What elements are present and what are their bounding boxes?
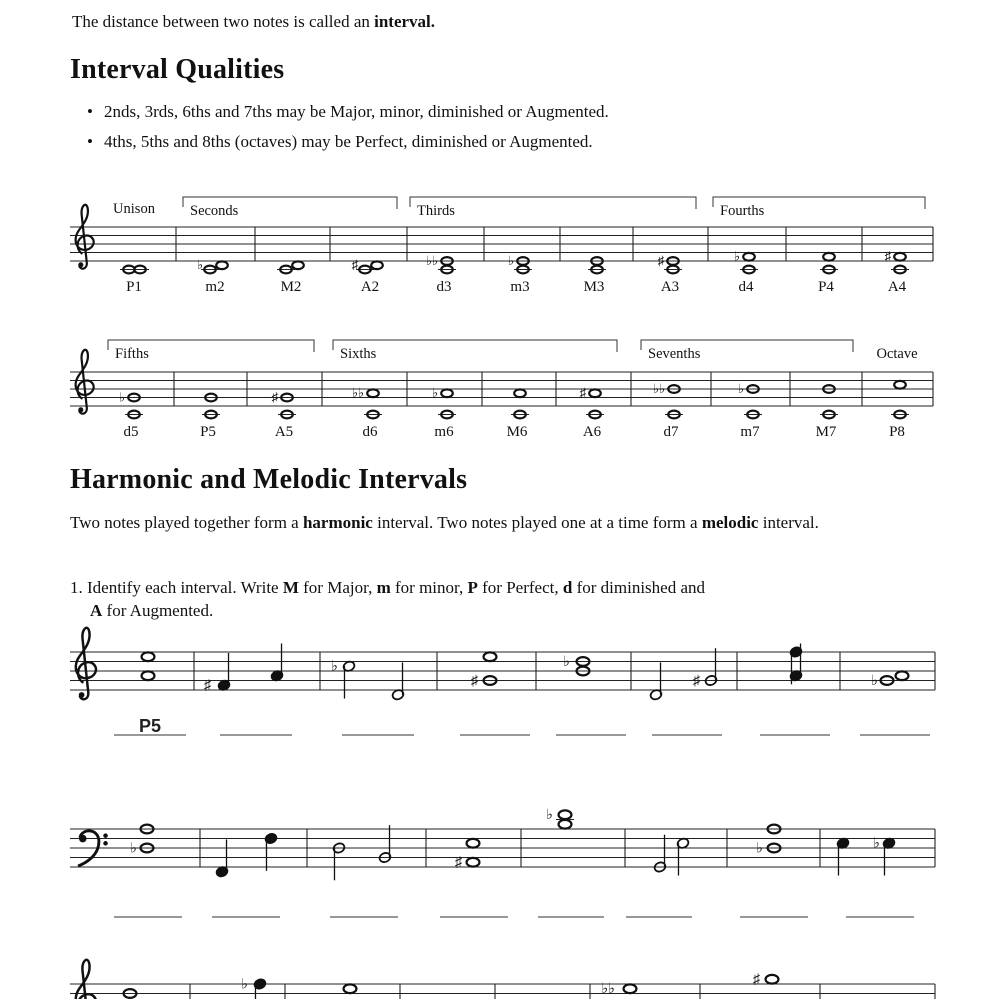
sharp-icon: ♯ bbox=[657, 253, 664, 268]
interval-label: d6 bbox=[362, 424, 378, 440]
treble-clef-dot bbox=[78, 407, 83, 412]
interval-label: P1 bbox=[126, 279, 142, 295]
para-bold-harmonic: harmonic bbox=[302, 513, 373, 532]
whole-note bbox=[467, 858, 480, 867]
interval-label: m2 bbox=[205, 279, 225, 295]
exercise-bold: d bbox=[562, 578, 573, 597]
exercise-treble-staff-partial bbox=[0, 962, 999, 999]
sharp-icon: ♯ bbox=[351, 258, 358, 273]
exercise-treble-staff bbox=[0, 630, 999, 750]
flat-icon: ♭ bbox=[546, 807, 553, 824]
flat-icon: ♭ bbox=[507, 253, 514, 268]
sharp-icon: ♯ bbox=[692, 672, 700, 689]
interval-label: M6 bbox=[506, 424, 528, 440]
exercise-text: Identify each interval. Write bbox=[82, 578, 283, 597]
interval-label: A4 bbox=[887, 279, 907, 295]
section-title-interval-qualities: Interval Qualities bbox=[70, 54, 285, 85]
exercise-instructions bbox=[70, 576, 930, 622]
bullet-item: • 4ths, 5ths and 8ths (octaves) may be Perfect, diminished or Augmented. bbox=[104, 130, 609, 160]
sharp-icon: ♯ bbox=[203, 677, 211, 694]
interval-label: A2 bbox=[360, 279, 380, 295]
exercise-text: for diminished and bbox=[572, 578, 705, 597]
whole-note bbox=[344, 984, 357, 993]
exercise-line-2 bbox=[70, 599, 930, 622]
interval-label: d4 bbox=[738, 279, 754, 295]
treble-clef-stroke bbox=[76, 350, 94, 414]
para-bold-melodic: melodic bbox=[701, 513, 759, 532]
harmonic-melodic-paragraph bbox=[70, 511, 922, 534]
sharp-icon: ♯ bbox=[470, 672, 478, 689]
treble-clef-icon bbox=[76, 205, 94, 269]
treble-clef-dot bbox=[79, 692, 85, 698]
whole-note bbox=[367, 389, 379, 397]
interval-label: m6 bbox=[434, 424, 454, 440]
whole-note bbox=[589, 389, 601, 397]
group-label: Fifths bbox=[115, 346, 149, 362]
intro-text-bold: interval. bbox=[374, 12, 436, 31]
flat-icon: ♭♭ bbox=[351, 386, 364, 401]
group-label: Sixths bbox=[340, 346, 377, 362]
flat-icon: ♭ bbox=[331, 658, 338, 675]
flat-icon: ♭ bbox=[130, 840, 137, 857]
exercise-text: for minor, bbox=[390, 578, 468, 597]
interval-label: P8 bbox=[889, 424, 905, 440]
whole-note bbox=[894, 381, 906, 389]
flat-icon: ♭ bbox=[733, 249, 740, 264]
interval-label: d3 bbox=[436, 279, 452, 295]
flat-icon: ♭ bbox=[118, 390, 125, 405]
exercise-line-1 bbox=[70, 576, 930, 599]
sharp-icon: ♯ bbox=[454, 854, 462, 871]
treble-clef-dot bbox=[78, 262, 83, 267]
interval-label: m3 bbox=[510, 279, 530, 295]
flat-icon: ♭ bbox=[873, 835, 880, 852]
interval-label: M3 bbox=[583, 279, 605, 295]
exercise-bold: m bbox=[376, 578, 391, 597]
whole-note bbox=[216, 261, 228, 269]
interval-label: A5 bbox=[274, 424, 294, 440]
section-title-harmonic-melodic: Harmonic and Melodic Intervals bbox=[70, 464, 468, 495]
group-label: Sevenths bbox=[648, 346, 701, 362]
exercise-bold: M bbox=[282, 578, 299, 597]
exercise-bold: A bbox=[90, 601, 103, 620]
whole-note bbox=[371, 261, 383, 269]
interval-qualities-staff-1 bbox=[0, 185, 999, 310]
whole-note bbox=[894, 253, 906, 261]
exercise-number: 1. bbox=[70, 578, 83, 597]
treble-clef-icon bbox=[76, 350, 94, 414]
whole-note bbox=[559, 820, 572, 829]
para-text: Two notes played together form a bbox=[70, 513, 303, 532]
interval-label: A3 bbox=[660, 279, 680, 295]
flat-icon: ♭ bbox=[756, 840, 763, 857]
whole-note bbox=[559, 810, 572, 819]
whole-note bbox=[142, 652, 155, 661]
group-label: Unison bbox=[113, 201, 155, 217]
group-label: Fourths bbox=[720, 203, 765, 219]
bass-clef-dot bbox=[79, 835, 87, 843]
flat-icon: ♭ bbox=[737, 381, 744, 396]
exercise-bold: P bbox=[467, 578, 478, 597]
group-label: Thirds bbox=[417, 203, 455, 219]
exercise-text: for Augmented. bbox=[102, 601, 214, 620]
interval-label: d5 bbox=[123, 424, 139, 440]
whole-note bbox=[624, 984, 637, 993]
flat-icon: ♭ bbox=[431, 386, 438, 401]
whole-note bbox=[766, 975, 779, 984]
exercise-text: for Perfect, bbox=[477, 578, 563, 597]
treble-clef-stroke bbox=[76, 205, 94, 269]
sharp-icon: ♯ bbox=[271, 390, 278, 405]
intro-text bbox=[72, 12, 435, 32]
whole-note bbox=[514, 389, 526, 397]
bullet-item: • 2nds, 3rds, 6ths and 7ths may be Major, minor, diminished or Augmented. bbox=[104, 100, 609, 130]
treble-clef-icon bbox=[76, 628, 96, 699]
sharp-icon: ♯ bbox=[579, 386, 586, 401]
flat-icon: ♭ bbox=[563, 653, 570, 670]
sharp-icon: ♯ bbox=[752, 971, 760, 988]
whole-note bbox=[441, 389, 453, 397]
flat-icon: ♭ bbox=[871, 672, 878, 689]
group-label: Octave bbox=[876, 346, 918, 362]
group-label: Seconds bbox=[190, 203, 239, 219]
interval-label: A6 bbox=[582, 424, 602, 440]
interval-qualities-staff-2 bbox=[0, 330, 999, 455]
whole-note bbox=[142, 671, 155, 680]
whole-note bbox=[484, 652, 497, 661]
exercise-bass-staff bbox=[0, 805, 999, 925]
whole-note bbox=[292, 261, 304, 269]
interval-label: m7 bbox=[740, 424, 760, 440]
interval-label: M2 bbox=[280, 279, 302, 295]
whole-note bbox=[896, 671, 909, 680]
answer-example: P5 bbox=[138, 716, 162, 736]
flat-icon: ♭♭ bbox=[601, 981, 615, 998]
sharp-icon: ♯ bbox=[884, 249, 891, 264]
interval-label: P5 bbox=[200, 424, 216, 440]
para-text: interval. bbox=[758, 513, 819, 532]
interval-label: P4 bbox=[818, 279, 834, 295]
interval-label: d7 bbox=[663, 424, 679, 440]
exercise-text: for Major, bbox=[298, 578, 377, 597]
flat-icon: ♭ bbox=[196, 258, 203, 273]
intro-text-plain: The distance between two notes is called an bbox=[72, 12, 375, 31]
flat-icon: ♭♭ bbox=[652, 381, 665, 396]
bass-clef-dot bbox=[103, 833, 108, 838]
flat-icon: ♭♭ bbox=[425, 253, 438, 268]
flat-icon: ♭ bbox=[241, 976, 248, 993]
interval-label: M7 bbox=[815, 424, 837, 440]
whole-note bbox=[743, 253, 755, 261]
interval-quality-bullets bbox=[104, 100, 609, 160]
bass-clef-dot bbox=[103, 841, 108, 846]
whole-note bbox=[823, 253, 835, 261]
whole-note bbox=[467, 839, 480, 848]
para-text: interval. Two notes played one at a time form a bbox=[372, 513, 702, 532]
treble-clef-stroke bbox=[76, 628, 96, 699]
